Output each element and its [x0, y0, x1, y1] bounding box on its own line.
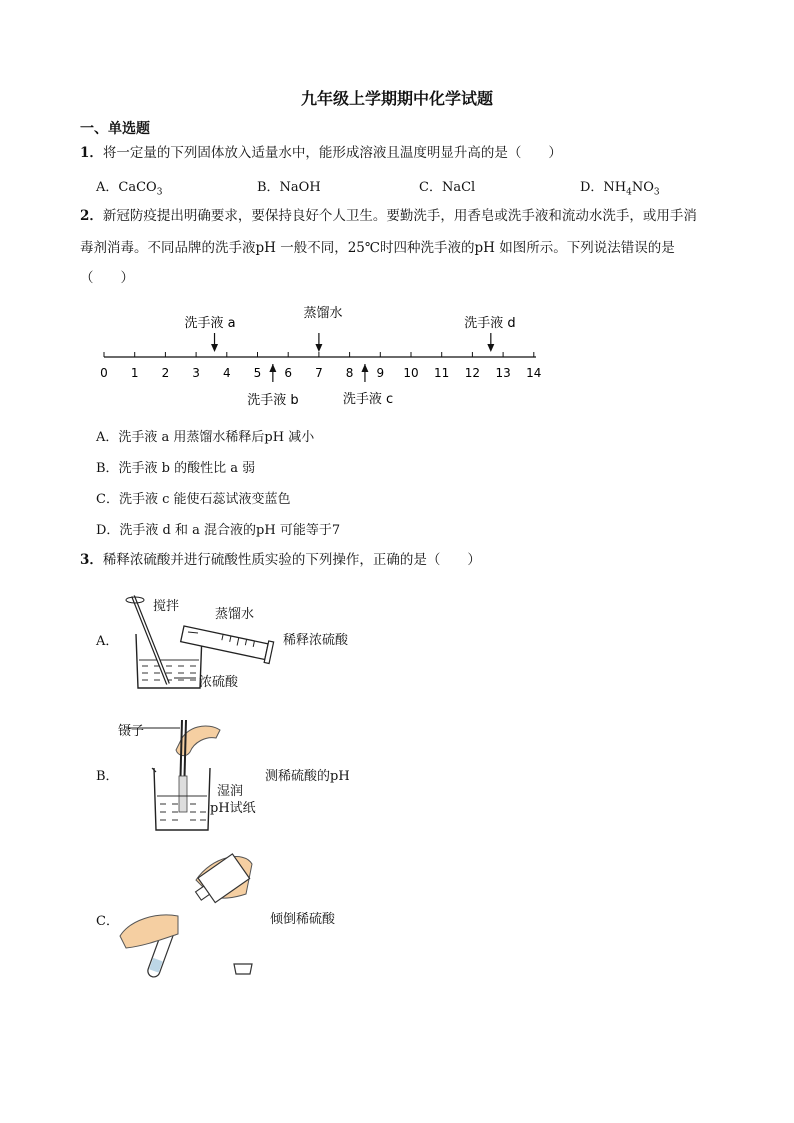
q3-option-b-caption: 测稀硫酸的pH	[265, 769, 350, 784]
question-2-line3: （ ）	[80, 270, 134, 286]
scale-tick-label: 2	[161, 366, 170, 380]
arrow-c	[361, 364, 368, 382]
scale-tick-labels	[100, 366, 541, 380]
question-stem: 将一定量的下列固体放入适量水中，能形成溶液且温度明显升高的是（ ）	[102, 145, 562, 161]
page-title: 九年级上学期期中化学试题	[300, 89, 493, 108]
subscript: 4	[626, 187, 632, 198]
label-concentrated-acid: 浓硫酸	[199, 675, 239, 690]
scale-tick-label: 13	[495, 366, 511, 380]
scale-tick-label: 7	[315, 366, 323, 380]
arrow-d	[487, 333, 494, 352]
scale-tick-label: 11	[434, 366, 450, 380]
scale-tick-label: 0	[100, 366, 108, 380]
q2-option-d: D．洗手液 d 和 a 混合液的pH 可能等于7	[96, 523, 341, 538]
q1-option-d	[580, 176, 660, 198]
scale-tick-label: 5	[253, 366, 262, 380]
section-heading: 一、单选题	[80, 121, 150, 137]
question-number: 1．	[80, 145, 103, 161]
question-1	[80, 143, 562, 163]
label-c: 洗手液 c	[342, 392, 394, 407]
scale-tick-label: 3	[192, 366, 200, 380]
label-a: 洗手液 a	[184, 316, 236, 331]
label-b: 洗手液 b	[247, 393, 299, 408]
q1-option-b: B．NaOH	[257, 180, 321, 195]
pouring-illustration	[116, 850, 266, 980]
graduated-cylinder	[180, 623, 274, 663]
q2-option-c: C．洗手液 c 能使石蕊试液变蓝色	[96, 492, 291, 507]
label-distilled-water: 蒸馏水	[215, 607, 255, 622]
label-wet-paper-1: 湿润	[217, 784, 244, 799]
ph-scale-figure	[90, 300, 560, 410]
label-water: 蒸馏水	[303, 306, 343, 321]
question-stem-line1: 新冠防疫提出明确要求，要保持良好个人卫生。要勤洗手，用香皂或洗手液和流动水洗手，或用手消	[102, 208, 697, 224]
scale-tick-label: 12	[464, 366, 481, 380]
subscript: 3	[653, 187, 660, 198]
arrow-water	[315, 333, 322, 352]
bottle-stopper	[234, 964, 252, 974]
question-stem: 稀释浓硫酸并进行硫酸性质实验的下列操作，正确的是（ ）	[102, 552, 481, 568]
q1-option-a	[96, 176, 162, 198]
scale-tick-label: 8	[345, 366, 354, 380]
q2-option-a: A．洗手液 a 用蒸馏水稀释后pH 减小	[96, 430, 315, 445]
q2-option-b: B．洗手液 b 的酸性比 a 弱	[96, 461, 256, 476]
ph-paper	[179, 776, 187, 812]
q3-option-a-caption: 稀释浓硫酸	[283, 633, 349, 648]
scale-tick-label: 10	[403, 366, 419, 380]
scale-tick-label: 1	[130, 366, 139, 380]
q3-option-a-letter: A．	[96, 634, 119, 649]
label-tweezers: 镊子	[118, 724, 145, 739]
option-text: A．CaCO	[96, 180, 157, 195]
arrow-b	[269, 364, 276, 382]
scale-tick-label: 14	[526, 366, 542, 380]
scale-ticks	[104, 352, 534, 357]
subscript: 3	[156, 187, 163, 198]
question-2-line2: 毒剂消毒。不同品牌的洗手液pH 一般不同，25℃时四种洗手液的pH 如图所示。下列说法错误的是	[80, 240, 675, 256]
scale-tick-label: 6	[284, 366, 293, 380]
acid-liquid	[139, 660, 199, 680]
scale-tick-label: 9	[376, 366, 385, 380]
question-number: 2．	[80, 208, 103, 224]
q3-option-c-letter: C．	[96, 914, 119, 929]
option-text: D．NH	[580, 180, 627, 195]
q3-option-b-letter: B．	[96, 769, 119, 784]
q3-option-c-caption: 倾倒稀硫酸	[270, 912, 336, 927]
option-text: NO	[631, 180, 654, 195]
label-stir: 搅拌	[153, 599, 180, 614]
label-d: 洗手液 d	[464, 316, 516, 331]
question-number: 3．	[80, 552, 103, 568]
label-wet-paper-2: pH试纸	[210, 801, 256, 816]
scale-tick-label: 4	[222, 366, 231, 380]
question-3	[80, 550, 481, 570]
question-2	[80, 206, 697, 226]
q1-option-c: C．NaCl	[419, 180, 476, 195]
arrow-a	[211, 333, 218, 352]
